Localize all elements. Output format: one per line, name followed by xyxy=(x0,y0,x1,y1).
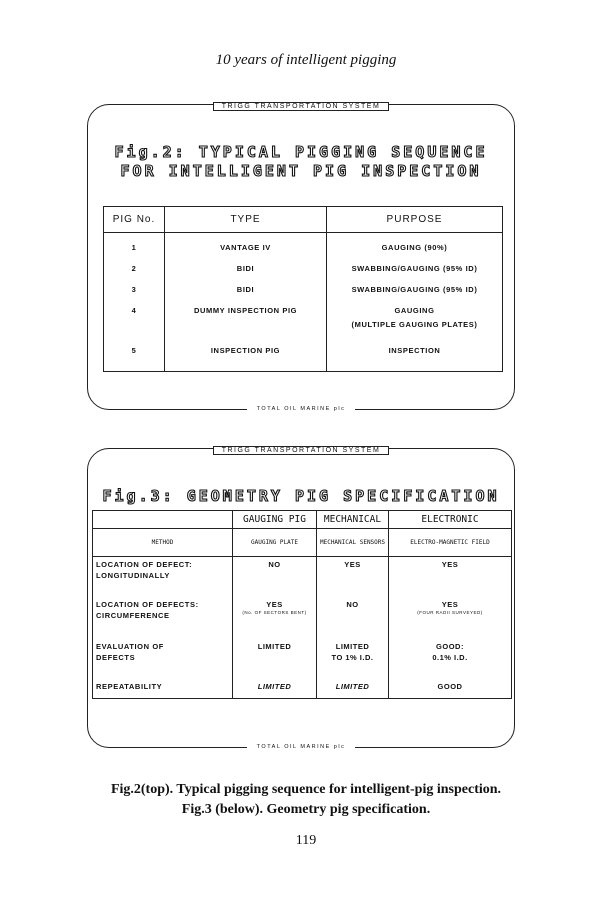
gauging-value xyxy=(233,597,317,639)
mechanical-value: LIMITED xyxy=(317,679,389,699)
fig2-title xyxy=(88,143,514,181)
table-header-row xyxy=(104,207,503,233)
fig3-slide-footer: TOTAL OIL MARINE plc xyxy=(247,744,356,750)
pig-purpose: GAUGING (90%) xyxy=(381,243,448,252)
fig3-slide xyxy=(87,448,515,748)
electronic-value xyxy=(389,639,512,679)
pig-purpose: SWABBING/GAUGING (95% ID) xyxy=(351,284,478,294)
pig-type: BIDI xyxy=(165,260,327,281)
electronic-value-line2: 0.1% I.D. xyxy=(432,652,468,662)
column-header: TYPE xyxy=(165,207,327,233)
caption-line2: Fig.3 (below). Geometry pig specification. xyxy=(181,802,431,817)
pig-number: 5 xyxy=(104,342,165,372)
mechanical-value xyxy=(317,639,389,679)
pig-type: BIDI xyxy=(165,281,327,302)
electronic-value xyxy=(389,597,512,639)
table-row xyxy=(93,597,512,639)
fig2-title-line2: FOR INTELLIGENT PIG INSPECTION xyxy=(120,162,482,180)
fig2-slide-header: TRIGG TRANSPORTATION SYSTEM xyxy=(213,102,390,111)
table-row xyxy=(104,281,503,302)
pig-number: 4 xyxy=(104,302,165,342)
electronic-value-text: YES xyxy=(441,599,459,609)
column-header: MECHANICAL xyxy=(317,511,389,529)
running-head: 10 years of intelligent pigging xyxy=(215,52,397,68)
pig-purpose: SWABBING/GAUGING (95% ID) xyxy=(351,263,478,273)
table-row xyxy=(104,302,503,342)
method-row xyxy=(93,529,512,557)
gauging-note: (No. OF SECTORS BENT) xyxy=(242,609,307,615)
pig-purpose-line2: (MULTIPLE GAUGING PLATES) xyxy=(351,319,478,329)
pig-number: 1 xyxy=(104,233,165,260)
row-label-line1: LOCATION OF DEFECTS: xyxy=(96,599,199,609)
electronic-value: GOOD xyxy=(437,681,463,691)
page-number: 119 xyxy=(295,833,317,848)
fig2-title-line1: Fig.2: TYPICAL PIGGING SEQUENCE xyxy=(114,143,488,161)
table-row xyxy=(104,233,503,260)
row-label-line2: CIRCUMFERENCE xyxy=(96,610,170,620)
pig-number: 2 xyxy=(104,260,165,281)
method-label: METHOD xyxy=(93,529,233,557)
geometry-spec-table xyxy=(92,510,512,699)
table-row xyxy=(104,342,503,372)
row-label-line2: DEFECTS xyxy=(96,652,136,662)
pig-type: VANTAGE IV xyxy=(165,233,327,260)
method-mechanical: MECHANICAL SENSORS xyxy=(317,529,389,557)
table-row xyxy=(93,679,512,699)
table-row xyxy=(93,557,512,597)
column-header: ELECTRONIC xyxy=(421,514,479,525)
table-row xyxy=(93,639,512,679)
gauging-value: NO xyxy=(233,557,317,597)
row-label: REPEATABILITY xyxy=(93,679,233,699)
pig-purpose xyxy=(327,302,503,342)
fig2-slide-footer: TOTAL OIL MARINE plc xyxy=(247,406,356,412)
table-header-row xyxy=(93,511,512,529)
pig-purpose-line1: GAUGING xyxy=(394,305,435,315)
row-label-line1: LOCATION OF DEFECT: xyxy=(96,560,193,569)
caption-line1: Fig.2(top). Typical pigging sequence for intelligent-pig inspection. xyxy=(110,782,502,797)
method-gauging: GAUGING PLATE xyxy=(233,529,317,557)
mechanical-value-line2: TO 1% I.D. xyxy=(331,652,374,662)
column-header: PIG No. xyxy=(104,207,165,233)
gauging-value-text: YES xyxy=(266,599,283,609)
mechanical-value: NO xyxy=(317,597,389,639)
row-label-line1: EVALUATION OF xyxy=(96,641,164,651)
gauging-value: LIMITED xyxy=(233,679,317,699)
row-label xyxy=(93,639,233,679)
row-label-line2: LONGITUDINALLY xyxy=(96,571,170,580)
pigging-sequence-table xyxy=(103,206,503,372)
column-header: PURPOSE xyxy=(327,207,503,233)
pig-purpose: INSPECTION xyxy=(388,345,441,355)
electronic-note: (FOUR RADII SURVEYED) xyxy=(417,609,483,615)
gauging-value: LIMITED xyxy=(233,639,317,679)
pig-number: 3 xyxy=(104,281,165,302)
mechanical-value-line1: LIMITED xyxy=(335,641,370,651)
fig2-slide xyxy=(87,104,515,410)
row-label xyxy=(93,597,233,639)
pig-type: DUMMY INSPECTION PIG xyxy=(165,302,327,342)
electronic-value-line1: GOOD: xyxy=(436,641,464,651)
electronic-value: YES xyxy=(441,560,459,569)
table-row xyxy=(104,260,503,281)
fig3-slide-header: TRIGG TRANSPORTATION SYSTEM xyxy=(213,446,390,455)
column-header: GAUGING PIG xyxy=(233,511,317,529)
row-label xyxy=(93,557,233,597)
pig-type: INSPECTION PIG xyxy=(165,342,327,372)
column-header xyxy=(93,511,233,529)
mechanical-value: YES xyxy=(317,557,389,597)
method-electronic: ELECTRO-MAGNETIC FIELD xyxy=(389,529,512,557)
fig3-title: Fig.3: GEOMETRY PIG SPECIFICATION xyxy=(102,487,500,505)
